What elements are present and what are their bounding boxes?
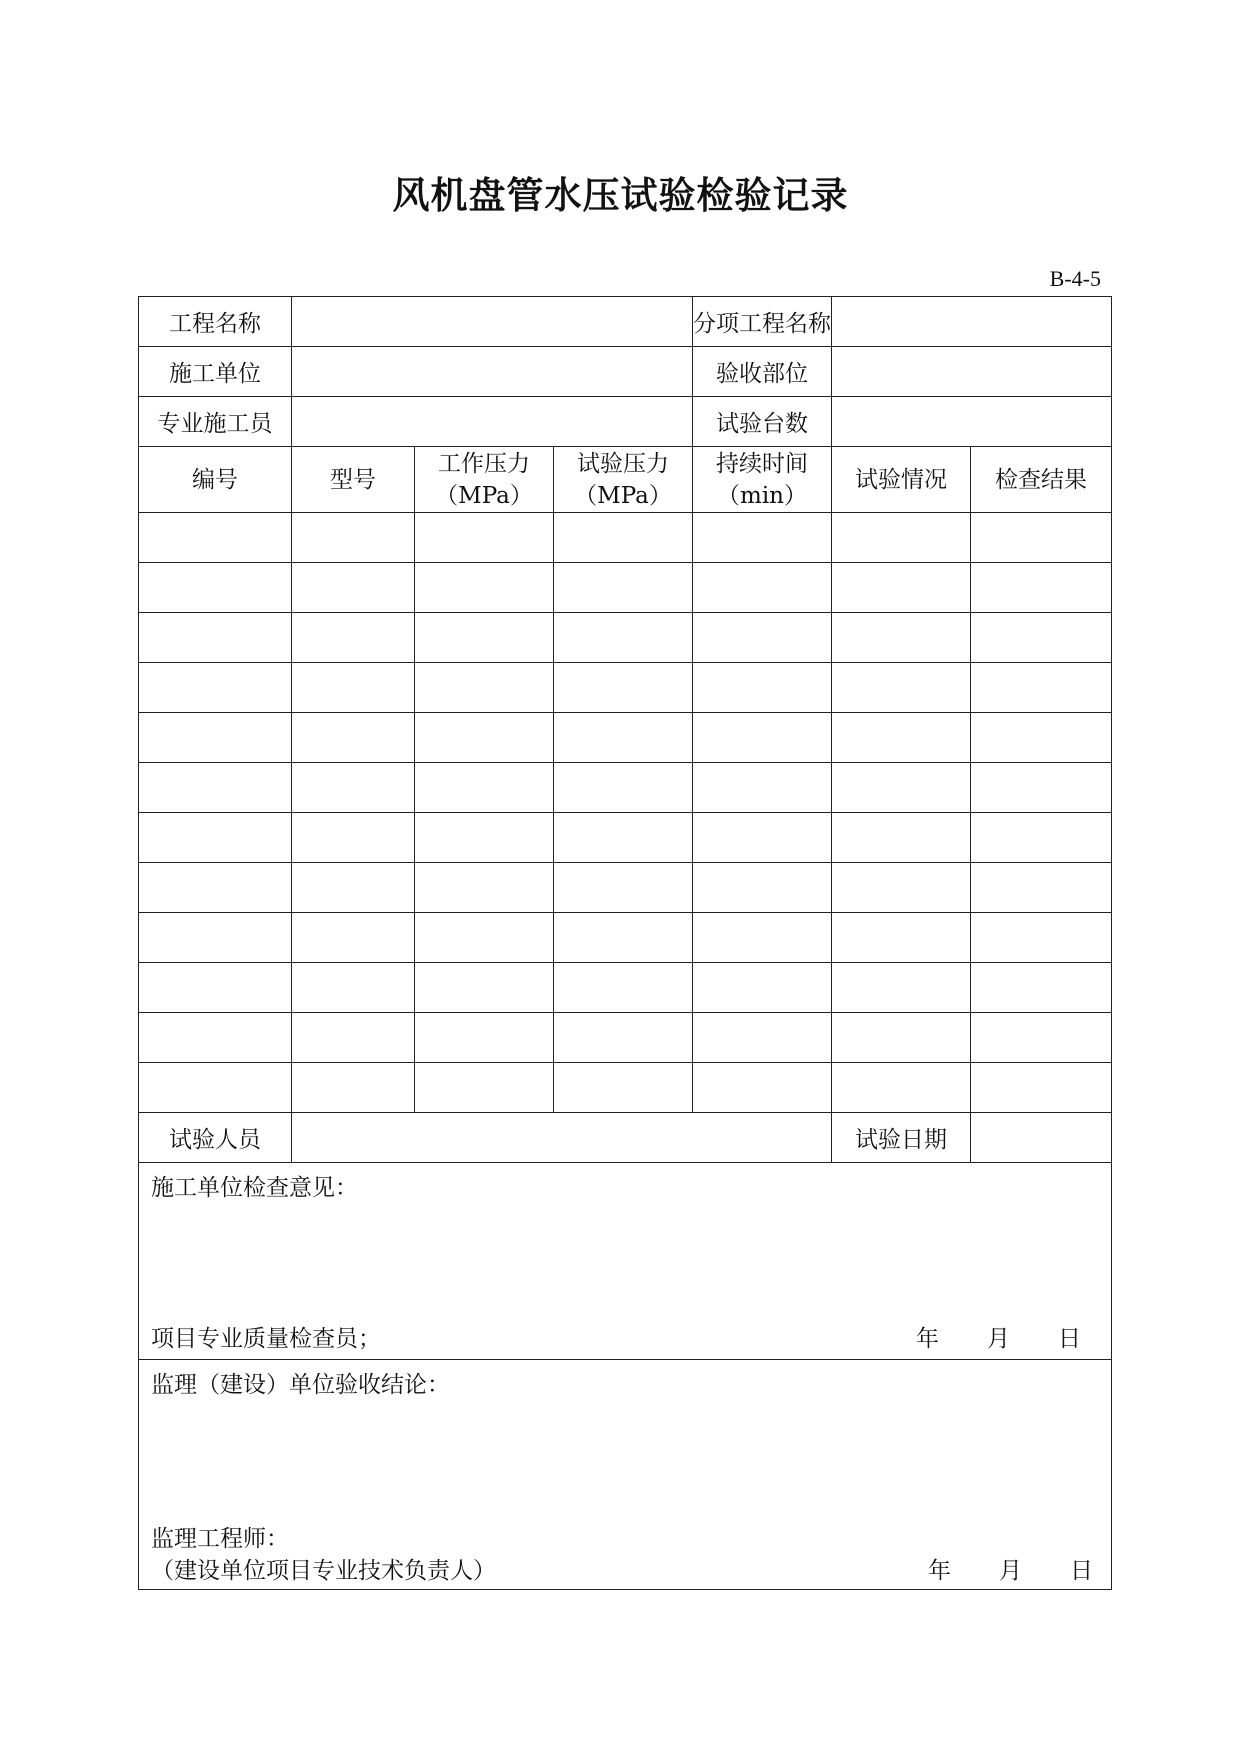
table-cell[interactable] xyxy=(554,963,693,1013)
col-work-pressure-title: 工作压力 xyxy=(438,450,530,477)
table-cell[interactable] xyxy=(415,813,554,863)
acceptance-part-label: 验收部位 xyxy=(693,347,832,397)
test-date-label: 试验日期 xyxy=(832,1113,971,1163)
table-cell[interactable] xyxy=(139,713,292,763)
table-cell[interactable] xyxy=(292,763,415,813)
col-check-result-header: 检查结果 xyxy=(971,447,1112,513)
table-cell[interactable] xyxy=(971,713,1112,763)
table-cell[interactable] xyxy=(971,813,1112,863)
table-row xyxy=(139,1013,1112,1063)
construction-unit-label: 施工单位 xyxy=(139,347,292,397)
table-cell[interactable] xyxy=(415,563,554,613)
table-row xyxy=(139,563,1112,613)
col-work-pressure-unit: （MPa） xyxy=(435,482,533,509)
table-cell[interactable] xyxy=(971,663,1112,713)
table-row xyxy=(139,1063,1112,1113)
data-rows xyxy=(139,513,1112,1113)
table-cell[interactable] xyxy=(693,1013,832,1063)
table-row xyxy=(139,913,1112,963)
table-cell[interactable] xyxy=(693,863,832,913)
table-cell[interactable] xyxy=(832,963,971,1013)
table-cell[interactable] xyxy=(971,613,1112,663)
date-month: 月 xyxy=(987,1326,1011,1352)
specialist-field[interactable] xyxy=(292,397,693,447)
table-cell[interactable] xyxy=(415,663,554,713)
table-cell[interactable] xyxy=(832,513,971,563)
table-row xyxy=(139,863,1112,913)
date-year: 年 xyxy=(916,1326,940,1352)
table-row xyxy=(139,663,1112,713)
table-cell[interactable] xyxy=(693,963,832,1013)
construction-opinion-row xyxy=(139,1163,1112,1360)
acceptance-part-field[interactable] xyxy=(832,347,1112,397)
col-test-pressure-header xyxy=(554,447,693,513)
table-cell[interactable] xyxy=(971,913,1112,963)
table-cell[interactable] xyxy=(292,913,415,963)
table-cell[interactable] xyxy=(971,1063,1112,1113)
table-cell[interactable] xyxy=(832,813,971,863)
table-cell[interactable] xyxy=(971,1013,1112,1063)
date-year: 年 xyxy=(928,1558,952,1584)
table-cell[interactable] xyxy=(415,613,554,663)
col-number-header: 编号 xyxy=(139,447,292,513)
table-cell[interactable] xyxy=(292,813,415,863)
table-cell[interactable] xyxy=(554,613,693,663)
table-cell[interactable] xyxy=(832,1013,971,1063)
test-date-field[interactable] xyxy=(971,1113,1112,1163)
table-cell[interactable] xyxy=(415,713,554,763)
table-cell[interactable] xyxy=(139,1013,292,1063)
table-cell[interactable] xyxy=(971,963,1112,1013)
col-duration-title: 持续时间 xyxy=(716,450,809,477)
supervision-conclusion-row xyxy=(139,1360,1112,1590)
table-cell[interactable] xyxy=(832,563,971,613)
table-cell[interactable] xyxy=(554,813,693,863)
table-cell[interactable] xyxy=(971,563,1112,613)
supervising-engineer-note: （建设单位项目专业技术负责人） xyxy=(151,1558,496,1584)
table-cell[interactable] xyxy=(415,513,554,563)
table-cell[interactable] xyxy=(415,913,554,963)
table-cell[interactable] xyxy=(554,1013,693,1063)
table-cell[interactable] xyxy=(139,763,292,813)
table-row xyxy=(139,713,1112,763)
tester-row xyxy=(139,1113,1112,1163)
table-cell[interactable] xyxy=(415,963,554,1013)
table-cell[interactable] xyxy=(554,713,693,763)
table-cell[interactable] xyxy=(292,613,415,663)
table-cell[interactable] xyxy=(139,913,292,963)
table-cell[interactable] xyxy=(554,863,693,913)
info-row-unit xyxy=(139,347,1112,397)
info-row-project xyxy=(139,297,1112,347)
form-code: B-4-5 xyxy=(1049,266,1101,291)
page-title: 风机盘管水压试验检验记录 xyxy=(392,174,849,217)
table-cell[interactable] xyxy=(292,713,415,763)
date-day: 日 xyxy=(1070,1558,1094,1584)
table-cell[interactable] xyxy=(832,863,971,913)
col-model-header: 型号 xyxy=(292,447,415,513)
table-cell[interactable] xyxy=(971,763,1112,813)
table-row xyxy=(139,813,1112,863)
table-cell[interactable] xyxy=(415,763,554,813)
table-row xyxy=(139,513,1112,563)
table-cell[interactable] xyxy=(832,763,971,813)
col-work-pressure-header xyxy=(415,447,554,513)
supervision-conclusion-date xyxy=(928,1552,1093,1585)
table-cell[interactable] xyxy=(554,513,693,563)
table-cell[interactable] xyxy=(554,763,693,813)
construction-unit-field[interactable] xyxy=(292,347,693,397)
table-cell[interactable] xyxy=(415,1013,554,1063)
table-cell[interactable] xyxy=(832,613,971,663)
construction-opinion-heading: 施工单位检查意见： xyxy=(151,1175,358,1201)
table-cell[interactable] xyxy=(971,513,1112,563)
unit-count-label: 试验台数 xyxy=(693,397,832,447)
table-cell[interactable] xyxy=(554,913,693,963)
table-cell[interactable] xyxy=(292,863,415,913)
table-cell[interactable] xyxy=(693,913,832,963)
tester-field[interactable] xyxy=(292,1113,832,1163)
project-name-label: 工程名称 xyxy=(139,297,292,347)
table-row xyxy=(139,963,1112,1013)
supervision-conclusion-heading: 监理（建设）单位验收结论： xyxy=(151,1372,450,1398)
col-test-status-header: 试验情况 xyxy=(832,447,971,513)
info-row-specialist xyxy=(139,397,1112,447)
table-cell[interactable] xyxy=(971,863,1112,913)
table-cell[interactable] xyxy=(292,963,415,1013)
table-cell[interactable] xyxy=(832,713,971,763)
table-cell[interactable] xyxy=(832,663,971,713)
table-cell[interactable] xyxy=(292,513,415,563)
table-cell[interactable] xyxy=(292,563,415,613)
table-cell[interactable] xyxy=(693,713,832,763)
table-cell[interactable] xyxy=(292,1063,415,1113)
project-name-field[interactable] xyxy=(292,297,693,347)
table-row xyxy=(139,613,1112,663)
supervising-engineer-label: 监理工程师： xyxy=(151,1526,289,1552)
table-cell[interactable] xyxy=(693,663,832,713)
column-header-row xyxy=(139,447,1112,513)
table-cell[interactable] xyxy=(554,1063,693,1113)
table-cell[interactable] xyxy=(693,813,832,863)
specialist-label: 专业施工员 xyxy=(139,397,292,447)
col-test-pressure-unit: （MPa） xyxy=(574,482,672,509)
table-cell[interactable] xyxy=(139,813,292,863)
col-test-pressure-title: 试验压力 xyxy=(577,450,669,477)
table-cell[interactable] xyxy=(139,963,292,1013)
table-cell[interactable] xyxy=(139,513,292,563)
date-day: 日 xyxy=(1058,1326,1082,1352)
col-duration-header xyxy=(693,447,832,513)
table-cell[interactable] xyxy=(693,513,832,563)
inspection-form xyxy=(138,296,1112,1590)
tester-label: 试验人员 xyxy=(139,1113,292,1163)
table-cell[interactable] xyxy=(139,613,292,663)
construction-opinion-date xyxy=(916,1320,1081,1353)
table-cell[interactable] xyxy=(415,1063,554,1113)
col-duration-unit: （min） xyxy=(717,482,807,509)
supervision-conclusion-block[interactable] xyxy=(139,1360,1112,1590)
sub-project-field[interactable] xyxy=(832,297,1112,347)
table-cell[interactable] xyxy=(139,563,292,613)
unit-count-field[interactable] xyxy=(832,397,1112,447)
table-cell[interactable] xyxy=(415,863,554,913)
construction-opinion-block[interactable] xyxy=(139,1163,1112,1360)
table-cell[interactable] xyxy=(139,863,292,913)
table-cell[interactable] xyxy=(832,1063,971,1113)
table-cell[interactable] xyxy=(832,913,971,963)
table-cell[interactable] xyxy=(554,663,693,713)
table-cell[interactable] xyxy=(693,763,832,813)
table-cell[interactable] xyxy=(693,1063,832,1113)
table-cell[interactable] xyxy=(693,563,832,613)
table-cell[interactable] xyxy=(554,563,693,613)
table-cell[interactable] xyxy=(139,663,292,713)
table-cell[interactable] xyxy=(292,663,415,713)
sub-project-label: 分项工程名称 xyxy=(693,297,832,347)
table-row xyxy=(139,763,1112,813)
table-cell[interactable] xyxy=(292,1013,415,1063)
quality-inspector-label: 项目专业质量检查员； xyxy=(151,1326,381,1352)
table-cell[interactable] xyxy=(139,1063,292,1113)
table-cell[interactable] xyxy=(693,613,832,663)
date-month: 月 xyxy=(999,1558,1023,1584)
